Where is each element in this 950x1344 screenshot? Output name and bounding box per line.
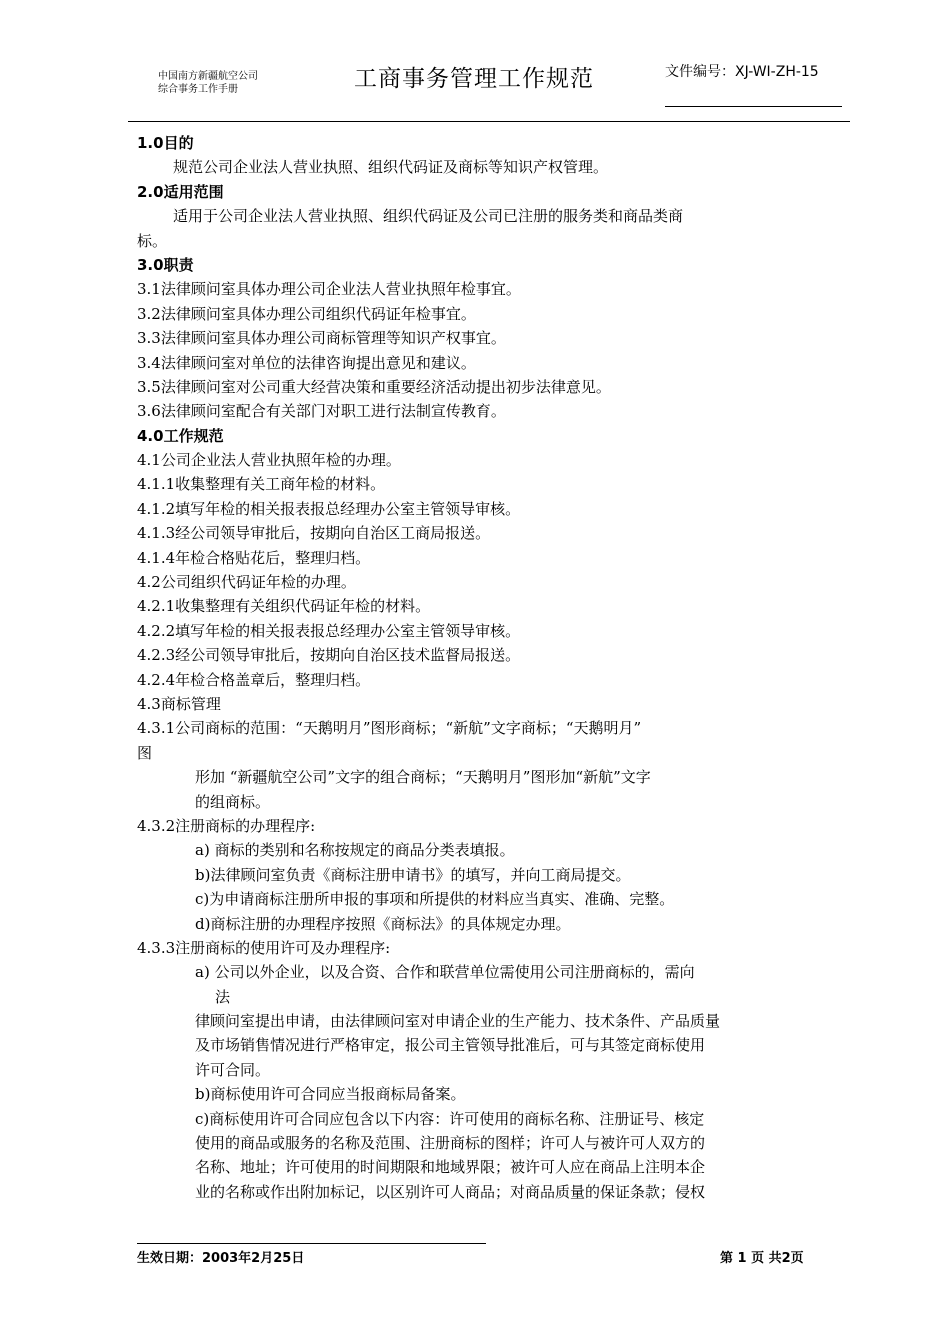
body-line: 3.5法律顾问室对公司重大经营决策和重要经济活动提出初步法律意见。 bbox=[137, 377, 611, 396]
body-line: 规范公司企业法人营业执照、组织代码证及商标等知识产权管理。 bbox=[173, 158, 609, 177]
manual-name: 综合事务工作手册 bbox=[158, 84, 238, 95]
document-body bbox=[137, 131, 855, 1204]
body-line: 3.3法律顾问室具体办理公司商标管理等知识产权事宜。 bbox=[137, 329, 506, 348]
company-name: 中国南方新疆航空公司 bbox=[158, 71, 258, 82]
body-line: 4.1.3经公司领导审批后，按期向自治区工商局报送。 bbox=[137, 524, 491, 543]
body-line: 3.6法律顾问室配合有关部门对职工进行法制宣传教育。 bbox=[137, 402, 506, 421]
section-heading: 3.0职责 bbox=[137, 255, 194, 274]
body-line: 4.2.3经公司领导审批后，按期向自治区技术监督局报送。 bbox=[137, 646, 521, 665]
body-line: 4.3商标管理 bbox=[137, 694, 221, 713]
body-line: 4.1.4年检合格贴花后，整理归档。 bbox=[137, 548, 371, 567]
body-line: 律顾问室提出申请，由法律顾问室对申请企业的生产能力、技术条件、产品质量 bbox=[195, 1012, 721, 1031]
body-line: 适用于公司企业法人营业执照、组织代码证及公司已注册的服务类和商品类商 bbox=[173, 207, 684, 226]
body-line: 4.2.1收集整理有关组织代码证年检的材料。 bbox=[137, 597, 431, 616]
company-block bbox=[158, 70, 258, 96]
body-line: c)商标使用许可合同应包含以下内容：许可使用的商标名称、注册证号、核定 bbox=[195, 1109, 705, 1128]
body-line: a) 公司以外企业，以及合资、合作和联营单位需使用公司注册商标的，需向 bbox=[195, 963, 695, 982]
body-line: 4.3.1公司商标的范围：“天鹅明月”图形商标；“新航”文字商标；“天鹅明月” bbox=[137, 719, 642, 738]
header-divider bbox=[128, 121, 850, 122]
body-line: 形加 “新疆航空公司”文字的组合商标；“天鹅明月”图形加“新航”文字 bbox=[195, 768, 651, 787]
section-heading: 2.0适用范围 bbox=[137, 182, 224, 201]
page-number: 第 1 页 共2页 bbox=[720, 1251, 804, 1266]
body-line: 4.3.3注册商标的使用许可及办理程序: bbox=[137, 938, 391, 957]
body-line: 许可合同。 bbox=[195, 1060, 271, 1079]
body-line: 4.1.1收集整理有关工商年检的材料。 bbox=[137, 475, 386, 494]
body-line: 4.3.2注册商标的办理程序: bbox=[137, 816, 316, 835]
body-line: 图 bbox=[137, 743, 153, 762]
body-line: 4.2.4年检合格盖章后，整理归档。 bbox=[137, 670, 371, 689]
body-line: b)法律顾问室负责《商标注册申请书》的填写，并向工商局提交。 bbox=[195, 865, 631, 884]
body-line: 4.1公司企业法人营业执照年检的办理。 bbox=[137, 451, 401, 470]
document-number: 文件编号：XJ-WI-ZH-15 bbox=[665, 64, 819, 80]
body-line: 4.1.2填写年检的相关报表报总经理办公室主管领导审核。 bbox=[137, 499, 521, 518]
body-line: 3.4法律顾问室对单位的法律咨询提出意见和建议。 bbox=[137, 353, 476, 372]
body-line: 4.2公司组织代码证年检的办理。 bbox=[137, 573, 356, 592]
body-line: 3.2法律顾问室具体办理公司组织代码证年检事宜。 bbox=[137, 304, 476, 323]
body-line: 名称、地址；许可使用的时间期限和地域界限；被许可人应在商品上注明本企 bbox=[195, 1158, 706, 1177]
document-number-underline bbox=[665, 106, 842, 107]
footer-divider bbox=[137, 1243, 486, 1244]
effective-date: 生效日期：2003年2月25日 bbox=[137, 1251, 305, 1266]
section-heading: 1.0目的 bbox=[137, 134, 194, 152]
body-line: 业的名称或作出附加标记，以区别许可人商品；对商品质量的保证条款；侵权 bbox=[195, 1182, 706, 1201]
body-line: 3.1法律顾问室具体办理公司企业法人营业执照年检事宜。 bbox=[137, 280, 521, 299]
body-line: 的组商标。 bbox=[195, 792, 271, 811]
body-line: 标。 bbox=[137, 231, 168, 250]
body-line: 法 bbox=[215, 987, 231, 1006]
body-line: a) 商标的类别和名称按规定的商品分类表填报。 bbox=[195, 841, 515, 860]
body-line: b)商标使用许可合同应当报商标局备案。 bbox=[195, 1085, 466, 1104]
body-line: d)商标注册的办理程序按照《商标法》的具体规定办理。 bbox=[195, 914, 571, 933]
section-heading: 4.0工作规范 bbox=[137, 426, 224, 445]
body-line: 使用的商品或服务的名称及范围、注册商标的图样；许可人与被许可人双方的 bbox=[195, 1134, 706, 1153]
body-line: 4.2.2填写年检的相关报表报总经理办公室主管领导审核。 bbox=[137, 621, 521, 640]
body-line: c)为申请商标注册所申报的事项和所提供的材料应当真实、准确、完整。 bbox=[195, 890, 675, 909]
body-line: 及市场销售情况进行严格审定，报公司主管领导批准后，可与其签定商标使用 bbox=[195, 1036, 706, 1055]
document-title: 工商事务管理工作规范 bbox=[354, 66, 594, 92]
